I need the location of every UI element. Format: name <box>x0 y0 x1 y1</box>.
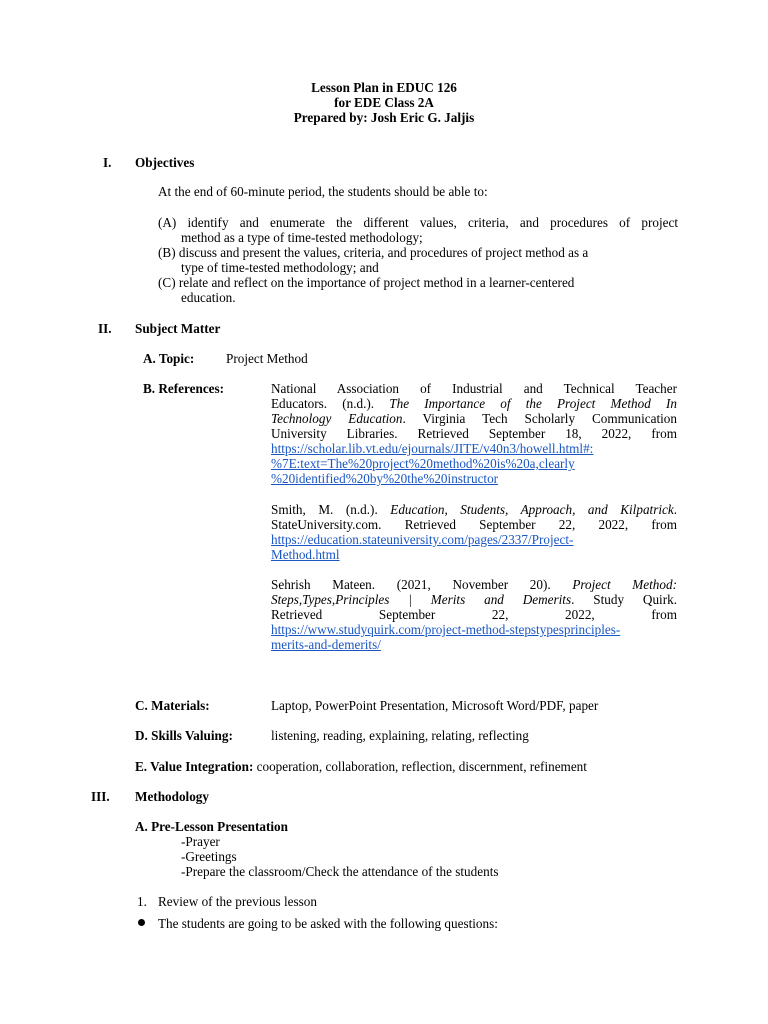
ref1-authors: Educators. (n.d.). <box>271 396 390 411</box>
reference-2 <box>271 502 677 562</box>
skills-value: listening, reading, explaining, relating, reflecting <box>271 728 529 743</box>
ref1-url-line2[interactable] <box>271 456 677 471</box>
ref2-title: Education, Students, Approach, and Kilpatrick <box>390 502 674 517</box>
objective-b-line2: type of time-tested methodology; and <box>181 260 379 275</box>
ref2-line2: StateUniversity.com. Retrieved September 22, 2022, from <box>271 517 677 532</box>
ref1-line2 <box>271 396 677 411</box>
section-numeral-subject: II. <box>98 321 112 336</box>
value-integration-label: E. Value Integration: <box>135 759 254 774</box>
topic-label: A. Topic: <box>143 351 195 366</box>
references-label: B. References: <box>143 381 225 396</box>
ref3-publisher: . Study Quirk. <box>571 592 677 607</box>
ref1-url-line3[interactable] <box>271 471 677 486</box>
ref1-line3 <box>271 411 677 426</box>
ref3-url-line2[interactable] <box>271 637 677 652</box>
section-numeral-objectives: I. <box>103 155 112 170</box>
section-heading-methodology: Methodology <box>135 789 209 804</box>
materials-label: C. Materials: <box>135 698 210 713</box>
value-integration-line <box>135 759 587 774</box>
ref2-author: Smith, M. (n.d.). <box>271 502 391 517</box>
ref2-link-part1[interactable]: https://education.stateuniversity.com/pages/2337/Project- <box>271 532 574 547</box>
objective-b-line1: (B) discuss and present the values, criteria, and procedures of project method as a <box>158 245 589 260</box>
ref3-line1 <box>271 577 677 592</box>
ref3-title-a: Project Method: <box>572 577 677 592</box>
ref2-url-line1[interactable] <box>271 532 677 547</box>
ref3-title-b: Steps,Types,Principles | Merits and Demerits <box>271 592 572 607</box>
ref1-link-part2[interactable]: %7E:text=The%20project%20method%20is%20a,clearly <box>271 456 575 471</box>
ref2-url-line2[interactable] <box>271 547 677 562</box>
ref3-author-date: Sehrish Mateen. (2021, November 20). <box>271 577 573 592</box>
ref1-link-part3[interactable]: %20identified%20by%20the%20instructor <box>271 471 499 486</box>
skills-label: D. Skills Valuing: <box>135 728 233 743</box>
class-subtitle: for EDE Class 2A <box>334 95 434 110</box>
prelesson-item-prayer: -Prayer <box>181 834 220 849</box>
materials-value: Laptop, PowerPoint Presentation, Microsoft Word/PDF, paper <box>271 698 599 713</box>
objective-a-line2: method as a type of time-tested methodology; <box>181 230 423 245</box>
objective-c-line2: education. <box>181 290 236 305</box>
prelesson-heading: A. Pre-Lesson Presentation <box>135 819 288 834</box>
ref2-period: . <box>673 502 678 517</box>
ref3-line3: Retrieved September 22, 2022, from <box>271 607 677 622</box>
value-integration-value: cooperation, collaboration, reflection, discernment, refinement <box>253 759 587 774</box>
bullet-item-text: The students are going to be asked with the following questions: <box>158 916 498 931</box>
reference-1 <box>271 381 677 486</box>
ref3-url-line1[interactable] <box>271 622 677 637</box>
ref1-publisher: . Virginia Tech Scholarly Communication <box>402 411 677 426</box>
objective-a-line1: (A) identify and enumerate the different values, criteria, and procedures of project <box>158 215 678 230</box>
ref1-title-b: Technology Education <box>271 411 403 426</box>
objective-c-line1: (C) relate and reflect on the importance of project method in a learner-centered <box>158 275 575 290</box>
bullet-dot-icon <box>138 919 145 926</box>
objectives-list <box>158 215 678 305</box>
prelesson-item-attendance: -Prepare the classroom/Check the attendance of the students <box>181 864 499 879</box>
ref2-link-part2[interactable]: Method.html <box>271 547 340 562</box>
prelesson-item-greetings: -Greetings <box>181 849 237 864</box>
ref1-link-part1[interactable]: https://scholar.lib.vt.edu/ejournals/JITE/v40n3/howell.html#: <box>271 441 594 456</box>
ref3-link-part2[interactable]: merits-and-demerits/ <box>271 637 381 652</box>
topic-value: Project Method <box>226 351 308 366</box>
objectives-intro: At the end of 60-minute period, the students should be able to: <box>158 184 488 199</box>
reference-3 <box>271 577 677 652</box>
ref1-url-line1[interactable] <box>271 441 677 456</box>
ref1-line1: National Association of Industrial and Technical Teacher <box>271 381 677 396</box>
author-line: Prepared by: Josh Eric G. Jaljis <box>293 110 475 125</box>
section-heading-subject: Subject Matter <box>135 321 221 336</box>
ref3-line2 <box>271 592 677 607</box>
section-heading-objectives: Objectives <box>135 155 195 170</box>
section-numeral-methodology: III. <box>91 789 110 804</box>
ref1-line4: University Libraries. Retrieved September 18, 2022, from <box>271 426 677 441</box>
document-title: Lesson Plan in EDUC 126 <box>311 80 457 95</box>
numbered-item-marker: 1. <box>137 894 147 909</box>
ref3-link-part1[interactable]: https://www.studyquirk.com/project-method-stepstypesprinciples- <box>271 622 621 637</box>
numbered-item-text: Review of the previous lesson <box>158 894 317 909</box>
ref2-line1 <box>271 502 677 517</box>
ref1-title-a: The Importance of the Project Method In <box>389 396 677 411</box>
